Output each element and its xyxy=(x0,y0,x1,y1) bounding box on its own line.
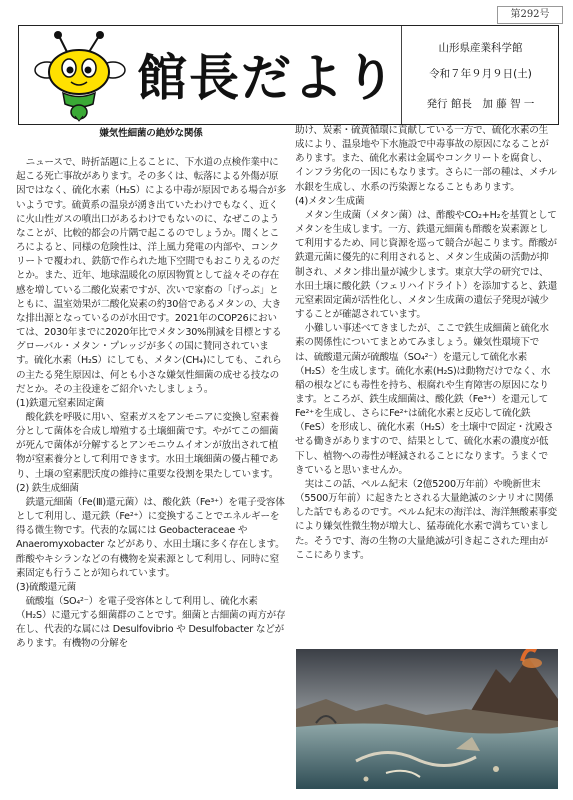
paragraph: 小難しい事述べてきましたが、ここで鉄生成細菌と硫化水素の関係性についてまとめてみましょう。嫌気性環境下では、硫酸還元菌が硫酸塩（SO₄²⁻）を還元して硫化水素（H₂S）を生成します。硫化水素(H₂S)は動物だけでなく、水稲の根などにも毒性を持ち、根腐れや生育障害の原因になります。ところが、鉄生成細菌は、酸化鉄（Fe³⁺）を還元してFe²⁺を生成し、さらにFe²⁺は硫化水素と反応して硫化鉄（FeS）を形成し、硫化水素（H₂S）を土壌中で固定・沈殿させる働きがありますので、結果として、硫化水素の濃度が低下し、植物への毒性が軽減されることになります。うまくできていると思いませんか。 xyxy=(295,323,554,476)
page-title: 館長だより xyxy=(137,49,397,107)
issue-number: 第292号 xyxy=(497,6,563,24)
section-heading: (1)鉄還元窒素固定菌 xyxy=(16,397,105,409)
newsletter-header xyxy=(18,25,559,125)
spacer xyxy=(16,142,286,156)
paragraph: 助け、炭素・硫黄循環に貢献している一方で、硫化水素の生成により、温泉地や下水施設で中毒事故の原因になることがあります。また、硫化水素は金属やコンクリートを腐食し、インフラ劣化の一因にもなります。さらに一部の種は、メチル水銀を生成し、水系の汚染源となることもあります。 xyxy=(295,125,557,193)
organization-name: 山形県産業科学館 xyxy=(438,42,523,54)
paragraph: ニュースで、時折話題に上ることに、下水道の点検作業中に起こる死亡事故があります。その多くは、転落による外傷が原因ではなく、硫化水素（H₂S）による中毒が原因である場合が多いようです。硫黄系の温泉が湧き出ていたわけでもなく、近くに火山性ガスの噴出口があるわけでもないのに、なぜこのようなことが、比較的都会の片隅で起こるのでしょうか。聞くところによると、同様の危険性は、洋上風力発電の内部や、コンクリートで覆われ、鉄筋で作られた地下空間でもおこりえるのだとか。また、近年、地球温暖化の原因物質として益々その存在感を増している二酸化炭素ですが、次いで家畜の「げっぷ」とともに、温室効果が二酸化炭素の約30倍であるメタンの、大きな排出源となっているのが水田です。2021年のCOP26においては、2030年までに2020年比でメタン30%削減を目標とするグローバル・メタン・プレッジが多くの国に賛同されています。硫化水素（H₂S）にしても、メタン(CH₄)にしても、これらの主たる発生原因は、何とも小さな嫌気性細菌の成せる技なのだとか。その主役達をご紹介いたしましょう。 xyxy=(16,157,286,395)
section-heading: (3)硫酸還元菌 xyxy=(16,581,76,593)
publisher: 発行 館長 加 藤 智 一 xyxy=(426,98,535,110)
paragraph: 酸化鉄を呼吸に用い、窒素ガスをアンモニアに変換し窒素養分として菌体を合成し増殖する土壌細菌です。やがてこの細菌が死んで菌体が分解するとアンモニウムイオンが放出されて植物が窒素養分として利用できます。水田土壌細菌の優占種であり、土壌の窒素肥沃度の維持に重要な役割を果たしています。 xyxy=(16,411,279,480)
paragraph: メタン生成菌（メタン菌）は、酢酸やCO₂+H₂を基質としてメタンを生成します。一方、鉄還元細菌も酢酸を炭素源として利用するため、同じ資源を巡って競合が起こります。酢酸が鉄還元菌に優先的に利用されると、メタン生成菌の活動が抑制され、メタン排出量が減少します。東京大学の研究では、水田土壌に酸化鉄（フェリハイドライト）を添加すると、鉄還元窒素固定菌が活性化し、メタン生成菌の遺伝子発現が減少することが確認されています。 xyxy=(295,209,557,321)
paragraph: 硫酸塩（SO₄²⁻）を電子受容体として利用し、硫化水素（H₂S）に還元する細菌群のことです。細菌と古細菌の両方が存在し、代表的な属には Desulfovibrio や Desulfobacter などがあります。有機物の分解を xyxy=(16,596,286,650)
section-heading: (2) 鉄生成細菌 xyxy=(16,482,79,494)
issue-date: 令和７年９月９日(土) xyxy=(429,68,532,80)
paragraph: 実はこの話、ペルム紀末（2億5200万年前）や晩新世末（5500万年前）に起きたとされる大量絶滅のシナリオに関係した話でもあるのです。ペルム紀末の海洋は、海洋無酸素事変により嫌気性微生物が増大し、猛毒硫化水素で満ちていました。そうです、海の生物の大量絶滅が引き起こされた理由がここにあります。 xyxy=(295,478,557,561)
paragraph: 鉄還元細菌（Fe(Ⅲ)還元菌）は、酸化鉄（Fe³⁺）を電子受容体として利用し、還元鉄（Fe²⁺）に変換することでエネルギーを得る微生物です。代表的な属には Geobacteraceae や Anaeromyxobacter などがあり、水田土壌に多く存在します。酢酸やキシランなどの有機物を炭素源として利用し、同時に窒素固定も行うことが知られています。 xyxy=(16,496,285,579)
permian-extinction-illustration xyxy=(296,649,558,789)
article-title: 嫌気性細菌の絶妙な関係 xyxy=(99,128,203,139)
section-heading: (4)メタン生成菌 xyxy=(295,195,365,207)
right-column xyxy=(295,124,557,563)
bee-mascot-icon xyxy=(33,30,129,122)
left-column xyxy=(16,127,286,652)
